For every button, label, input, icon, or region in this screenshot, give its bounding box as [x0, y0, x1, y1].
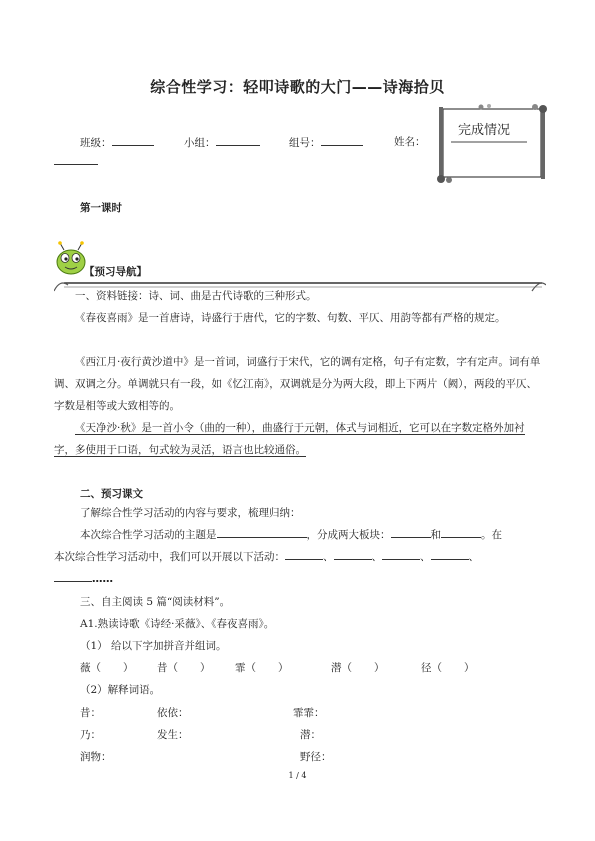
char-item: [235, 657, 289, 679]
page-number: 1 / 4: [288, 771, 307, 780]
theme-blank[interactable]: [217, 526, 307, 538]
close-paren: ）: [374, 662, 385, 674]
line2-end: 。在: [481, 529, 502, 541]
part3-q1: （1） 给以下字加拼音并组词。: [80, 640, 227, 652]
name-blank[interactable]: [54, 164, 98, 165]
word-item: 发生：: [157, 729, 189, 741]
separator: 、: [468, 551, 479, 563]
close-paren: ）: [464, 662, 475, 674]
part2-heading: 二、预习课文: [80, 488, 143, 500]
block1-blank[interactable]: [391, 526, 431, 538]
word-item: 潜：: [300, 729, 321, 741]
activity5-blank[interactable]: [54, 570, 92, 582]
group-label: 小组：: [184, 137, 216, 149]
activity4-blank[interactable]: [431, 548, 469, 560]
char-item: [421, 657, 475, 679]
word-item: 野径：: [300, 751, 332, 763]
word-item: 乃：: [80, 729, 101, 741]
section-nav-label: 【预习导航】: [84, 266, 147, 278]
completion-label: 完成情况: [458, 123, 511, 138]
separator: 、: [371, 551, 382, 563]
completion-box: [437, 103, 549, 183]
char-label: 潜（: [331, 662, 352, 674]
part3-q2: （2）解释词语。: [80, 684, 161, 696]
word-item: 霏霏：: [293, 707, 325, 719]
number-field: [289, 134, 363, 150]
part1-para1: 《春夜喜雨》是一首唐诗，诗盛行于唐代，它的字数、句数、平仄、用韵等都有严格的规定。: [75, 312, 506, 324]
number-blank[interactable]: [321, 134, 363, 146]
part2-line2: [80, 524, 502, 546]
char-label: 薇（: [80, 662, 101, 674]
separator: 、: [420, 551, 431, 563]
part1-intro-text: 诗、词、曲是古代诗歌的三种形式。: [148, 290, 317, 302]
close-paren: ）: [200, 662, 211, 674]
part1-para2: 《西江月·夜行黄沙道中》是一首词，词盛行于宋代，它的调有定格，句子有定数，字有定声。词有单调、双调之分。单调就只有一段，如《忆江南》，双调就是分为两大段，即上下两片（阙），两段的平仄、字数是相等或大致相等的。: [54, 356, 541, 412]
activity1-blank[interactable]: [285, 548, 323, 560]
char-item: [157, 657, 211, 679]
part3-heading: 三、自主阅读 5 篇“阅读材料”。: [80, 596, 231, 608]
class-label: 班级：: [80, 137, 112, 149]
part1-label: 一、资料链接：: [75, 290, 149, 302]
activity3-blank[interactable]: [382, 548, 420, 560]
blocks-label: ，分成两大板块：: [306, 529, 391, 541]
group-field: [184, 134, 260, 150]
group-blank[interactable]: [216, 134, 260, 146]
activity2-blank[interactable]: [334, 548, 372, 560]
close-paren: ）: [123, 662, 134, 674]
block2-blank[interactable]: [441, 526, 481, 538]
word-item: 润物：: [80, 751, 112, 763]
part1-intro: [54, 285, 543, 307]
part1-para3: [54, 417, 543, 461]
activities-label: 本次综合性学习活动中，我们可以开展以下活动：: [54, 551, 285, 563]
part2-line4: [54, 568, 113, 590]
page-title: 综合性学习：轻叩诗歌的大门——诗海拾贝: [150, 78, 445, 96]
word-item: 昔：: [80, 707, 101, 719]
separator: 、: [323, 551, 334, 563]
close-paren: ）: [278, 662, 289, 674]
name-label: 姓名：: [394, 136, 426, 148]
lesson-heading: 第一课时: [80, 202, 122, 214]
word-item: 依依：: [157, 707, 189, 719]
char-label: 昔（: [157, 662, 178, 674]
class-blank[interactable]: [112, 134, 154, 146]
theme-label: 本次综合性学习活动的主题是: [80, 529, 217, 541]
part1-para3-text: 《天净沙·秋》是一首小令（曲的一种），曲盛行于元朝，体式与词相近，它可以在字数定格外加衬字，多使用于口语，句式较为灵活，语言也比较通俗。: [54, 422, 525, 456]
class-field: [80, 134, 154, 150]
char-item: [331, 657, 385, 679]
number-label: 组号：: [289, 137, 321, 149]
char-item: [80, 657, 134, 679]
ellipsis: ……: [92, 573, 113, 585]
char-label: 霏（: [235, 662, 256, 674]
char-label: 径（: [421, 662, 442, 674]
part3-a1: A1.熟读诗歌《诗经·采薇》、《春夜喜雨》。: [80, 618, 275, 630]
part2-line1: 了解综合性学习活动的内容与要求，梳理归纳：: [80, 507, 301, 519]
and-label: 和: [430, 529, 441, 541]
part2-line3: [54, 546, 479, 568]
